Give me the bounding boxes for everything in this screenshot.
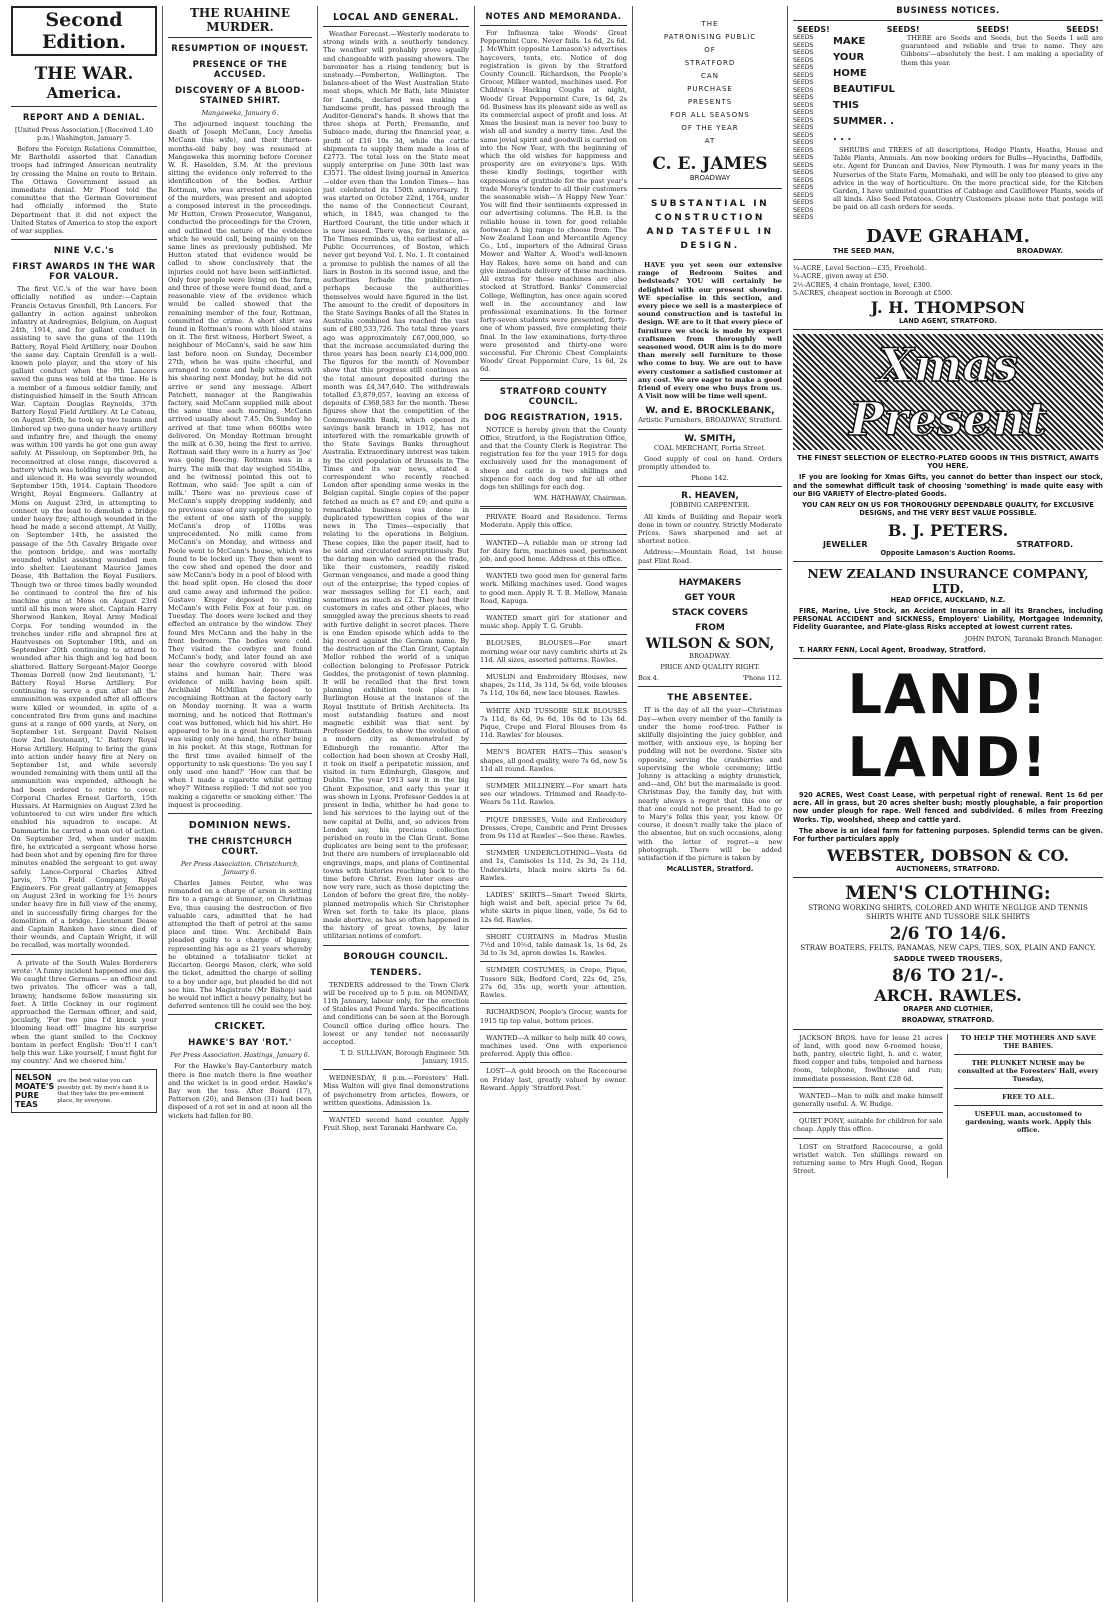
thompson-name: J. H. THOMPSON <box>870 297 1026 317</box>
borough-tenders-heading: TENDERS. <box>370 967 422 978</box>
classified-ad: WANTED—A reliable man or strong lad for dairy farm, machines used, permanent job, and good home. Address at this office. <box>480 538 627 563</box>
seeds-word: SEEDS <box>793 206 814 214</box>
ad-divider <box>480 961 627 962</box>
nelson-ad-title: NELSON MOATE'S PURE TEAS <box>15 1073 55 1110</box>
seeds-heading: SEEDS! <box>1066 25 1099 34</box>
murder-body: The adjourned inquest touching the death of Joseph McCann, Lucy Amelia McCann (his wife), and their thirteen-months-old baby boy was resumed at Mangaweka this morning before Coroner W. R. Haselden, S.M. At the previous sitting the evidence only referred to the identification of the bodies. Arthur Rottman, who was arrested on suspicion of the murders, was present and adopted a composed interest in the proceedings. Mr Hutton, Crown Prosecutor, Wanganui, conducted the proceedings for the Crown, and outlined the nature of the evidence which he would call, being mainly on the same lines as previously published. Mr Hutton stated that evidence would be called to show conclusively that the injuries could not have been self-inflicted. Only four people were living on the farm, and three of these were found dead, and a reasonable view of the evidence which would be called showed that the remaining member of the four, Rottman, committed the crime. A short shirt was found in Rottman's room with blood stains on it. The first witness, Herbert Sweet, a neighbour of McCann's, said he saw him last before noon on Sunday, December 27th, when he was quite cheerful, and arranged to come and help witness with his shearing next Monday, but he did not arrive or send any message. Albert Patchett, manager at the Rangiwahia factory, said McCann supplied milk about the same time each morning. McCann arrived usually about 7.45. On Sunday he arrived at that time when 660lbs were delivered. On Monday Rottman brought the milk at 6.30, being the first to arrive. Rottman said they were in a hurry as 'Joe' was going fleecing. Rottman was in a hurry. The milk that day weighed 554lbs, and he (witness) pointed this out to Rottman, who said: 'Joe spilt a can of milk.' There was no previous case of McCann's supply dropping suddenly, and no previous case of any supply dropping to the extent of one sixth of the supply. McCann's drop of 110lbs was unprecedented. No milk came from McCann's on Monday, and witness and Poole went to McCann's house, which was found to be locked up. They then went to the cow shed and opened the door and saw McCann's body in a pool of blood with the head split open. He closed the door and came away and informed the police. Gustavo Kreger deposed to visiting McCann's with Felix Fox at four p.m. on Tuesday. The doors were locked and they effected an entrance by the window. They found Mrs McCann and the baby in the front bedroom. The bodies were cold. They visited the cowbyre and found McCann's body, and later found an axe near the cowbyre covered with blood stains and human hair. There was evidence of milk having been spilt. Archibald McMillan deposed to recognising Rottman at the factory early on Monday morning. It was a warm morning, and he noticed that Rottman's coat was buttoned, which hid his shirt. He appeared to be in a great hurry. Rottman was using only one hand, the other being in his pocket. At this stage, Rottman for the first time availed himself of the opportunity to ask questions: 'Do you say I only used one hand?' 'How can that be when I made a cigarette whilst getting whey?' Witness replied: 'I did not see you making a cigarette or smoking either.' The inquest is proceeding. <box>168 120 312 809</box>
land-section-line: ¼-ACRE, given away at £50. <box>793 272 889 281</box>
webster-dobson-name: WEBSTER, DOBSON & CO. <box>826 846 1070 866</box>
absentee-heading: THE ABSENTEE. <box>667 693 753 704</box>
wilson-son-contact <box>638 674 782 682</box>
seeds-word: SEEDS <box>793 184 814 191</box>
edition-banner: Second Edition. <box>11 6 157 56</box>
seeds-word: SEEDS <box>793 214 814 221</box>
absentee-signature: McALLISTER, Stratford. <box>666 865 754 874</box>
report-source: [United Press Association.] (Received 1.40 p.m.) Washington, January 5. <box>14 126 154 142</box>
land-banner: LAND! LAND! <box>847 662 1049 789</box>
seeds-word: SEEDS <box>793 79 814 86</box>
peters-town: STRATFORD. <box>1016 539 1073 549</box>
seeds-ad <box>793 34 1103 222</box>
fenn-agent: T. HARRY FENN, Local Agent, Broadway, Stratford. <box>799 645 986 654</box>
classified-ad: SHORT CURTAINS in Madras Muslin 7½d and 10½d, table damask 1s, 1s 6d, 2s 3d to 3s 3d, apron dowlas 1s. Rawles. <box>480 932 627 958</box>
peters-name: B. J. PETERS. <box>887 520 1009 540</box>
nelson-moate-ad <box>11 1069 157 1113</box>
seeds-word: SEEDS <box>793 191 814 199</box>
seeds-word: SEEDS <box>793 94 814 101</box>
dave-graham-street: BROADWAY. <box>1016 246 1063 255</box>
ad-divider <box>793 1087 943 1088</box>
seeds-word: SEEDS <box>793 71 814 79</box>
wanted-counter-ad: WANTED second hand counter. Apply Fruit Shop, next Taranaki Hardware Co. <box>323 1115 469 1133</box>
rawles-name: ARCH. RAWLES. <box>874 986 1022 1006</box>
column-local-general <box>318 6 475 1602</box>
classified-ad: LOST—A gold brooch on the Racecourse on Friday last, greatly valued by owner. Reward. Apply 'Stratford Post.' <box>480 1067 627 1092</box>
small-ads-grid <box>793 1034 1103 1179</box>
classified-ad: WANTED smart girl for stationer and music shop. Apply T. G. Grubb. <box>480 613 627 631</box>
ad-divider <box>480 634 627 635</box>
classified-ad: RICHARDSON, People's Grocer, wants for 1915 tip top value, bottom prices. <box>480 1008 627 1025</box>
ad-divider <box>480 1029 627 1030</box>
seeds-slogan <box>833 34 895 146</box>
notes-title: NOTES AND MEMORANDA. <box>480 12 627 26</box>
wilson-son-tagline: PRICE AND QUALITY RIGHT. <box>660 663 760 672</box>
vc-heading: NINE V.C.'s <box>53 246 115 257</box>
dog-registration-body: NOTICE is hereby given that the County Office, Stratford, is the Registration Office, and that the County Clerk is Registrar. The registration fee for the year 1915 for dogs exclusively used for the management of sheep and cattle is two shillings and sixpence for each dog and for all other dogs ten shillings for each dog. <box>480 425 627 491</box>
classified-ad: MUSLIN and Embroidery Blouses, new shapes, 2s 11d, 3s 11d, 5s 6d, voile blouses 7s 11d, 10s 6d, new lace blouses. Rawles. <box>480 673 627 698</box>
local-general-body: Weather Forecast.—Westerly moderate to strong winds with a southerly tendency. The weather will probably prove squally and changeable with passing showers. The barometer has a rising tendency, but is unsteady.—Pemberton, Wellington. The balance-sheet of the West Australian State meat shops, which Mr Bath, late Minister for Lands, declared was making a handsome profit, has passed through the Auditor-General's hands. It shows that the three shops at Perth, Fremantle, and Subiaco made, during the financial year, a profit of £16 10s 3d, while the cattle shipments to supply them made a loss of £2773. The total loss on the State meat supply enterprise on June 30th last was £3571. The oldest living journal in America —older even than the London Times— has just celebrated its 150th anniversary. It was started on October 22nd, 1764, under the name of the Connecticut Courant, which, in 1845, was changed to the Hartford Courant, the title under which it is now issued. There was, for instance, as The Times reminds us, the earliest of all—Public Occurrences, of Boston, which never got beyond Vol. I. No. 1. It contained a promise to publish the names of all the liars in Boston in its second issue, and the authorities forbade the publication—perhaps because the authorities themselves would have figured in the list. The amount to the credit of depositors in the State Savings Banks of all the States in Australia combined has reached the vast sum of £80,533,726. The total three years ago was approximately £67,000,000, so that the increase accumulated during the three years has been nearly £14,000,000. The figures for the month of November show that this progress still continues as the total amount deposited during the month was £4,347,640. The withdrawals totalled £3,879,057, leaving an excess of deposits of £368,583 for the month. These figures show that the competition of the Commonwealth Bank, which opened its savings bank branch in 1912, has not interfered with the remarkable growth of the State Savings Banks throughout Australia. Extraordinary interest was taken by the civil population of Brussels in The Times and its war news, stated a correspondent who recently reached London after spending some weeks in the Belgian capital. Single copies of the paper fetched as much as £7 and £9; and quite a remarkable business was done in duplicated typewritten copies of the war news in The Times—especially that relating to the operations in Belgium. These copies, like the paper itself, had to be sold and circulated surreptitiously. But the daring men who carried on the trade, like their customers, readily risked German vengeance, and made a good thing out of the enterprise; the typed copies of war messages selling for £1 each, and sometimes as much as £2. They had their customers in cafes and other places, who smuggled away the precious sheets to read with furtive delight in secret places. There is one Emden episode which adds to the big record against the German name. By the destruction of the Clan Grant, Captain Mellor robbed the world of a unique collection belonging to Professor Patrick Geddes, the protagonist of town planning. It will be recalled that the first town planning exhibition took place in Burlington House at the instance of the Royal Institute of British Architects. Its most outstanding feature and most magnetic exhibit was that sent by Professor Geddes, to show the evolution of a modern city as demonstrated by Edinburgh the romantic. After the collection had been shown at Crosby Hall, it took on itself a peripatetic mission, and visited in turn Edinburgh, Glasgow, and Dublin. The year 1913 saw it in the big Ghent Exposition, and early this year it was shown in Lyons. Professor Geddes is at present in India, whither he had gone to lend his services to the laying out of the new capital at Delhi, and, so advices from London say, his precious collection perished en route in the Clan Grant. Some duplicates are being sent to the professor, but there are numbers of irreplaceable old engravings, maps, and plans of Continental towns with histories reaching back to the time before Christ. Even later ones are now very rare, such as those depicting the London of before the great fire, the nobly-planned metropolis which Sir Christopher Wren set forth to take its place, plans made abortive, as has so often happened in the history of great towns, by later utilitarian notions of comfort. <box>323 30 469 941</box>
small-ads-right <box>954 1034 1104 1179</box>
brocklebank-sub: Artistic Furnishers, BROADWAY, Stratford. <box>638 416 782 425</box>
haymakers-line: GET YOUR <box>684 592 736 603</box>
seeds-word: SEEDS <box>793 116 814 124</box>
small-ad-right: USEFUL man, accustomed to gardening, wants work. Apply this office. <box>965 1109 1092 1135</box>
ad-divider <box>480 886 627 887</box>
ad-divider <box>954 1105 1104 1106</box>
land-note: The above is an ideal farm for fattening purposes. Splendid terms can be given. For further particulars apply <box>793 826 1103 843</box>
brocklebank-slogan: SUBSTANTIAL IN CONSTRUCTION AND TASTEFUL IN DESIGN. <box>646 199 774 251</box>
ad-divider <box>480 534 627 535</box>
classified-ad: SUMMER UNDERCLOTHING—Vests 6d and 1s, Camisoles 1s 11d, 2s 3d, 2s 11d, Underskirts, black moire skirts 5s 6d. Rawles. <box>480 849 627 882</box>
classified-ad: BLOUSES, BLOUSES—For smart morning wear our navy cambric shirts at 2s 11d. All sizes, assorted patterns. Rawles. <box>480 639 627 664</box>
smith-phone: Phone 142. <box>691 474 729 483</box>
borough-signature: T. D. SULLIVAN, Borough Engineer. 5th January, 1915. <box>340 1049 469 1066</box>
small-ad-left: WANTED—Man to milk and make himself generally useful. A. W. Budge. <box>793 1091 943 1108</box>
classified-ad: PIQUE DRESSES, Voile and Embroidery Dresses, Crepe, Cambric and Print Dresses from 9s 11d at Rawles'—See these. Rawles. <box>480 815 627 841</box>
seeds-ad-content <box>829 34 1103 222</box>
mens-price-1: 2/6 TO 14/6. <box>889 923 1007 944</box>
county-signature: WM. HATHAWAY, Chairman. <box>533 494 627 503</box>
column-business-notices <box>788 6 1108 1602</box>
james-name: C. E. JAMES <box>652 154 768 174</box>
mens-shirts: STRONG WORKING SHIRTS, COLORED AND WHITE NEGLIGE AND TENNIS SHIRTS WHITE AND TUSSORE SILK SHIRTS <box>808 904 1088 921</box>
court-source: Per Press Association. Christchurch, January 6. <box>180 860 300 877</box>
classified-ad: LADIES' SKIRTS—Smart Tweed Skirts, high waist and belt, special price 7s 6d, white skirts in pique linen, voile, 5s 6d to 12s 6d. Rawles. <box>480 891 627 924</box>
column-war-news <box>6 6 163 1602</box>
seeds-right-text: THERE are Seeds and Seeds, but the Seeds I sell are guaranteed and reliable and true to name. They are Gibbons'—absolutely the best. I am making a speciality of them this year. <box>900 34 1103 67</box>
nz-insurance-office: HEAD OFFICE, AUCKLAND, N.Z. <box>890 595 1006 604</box>
mens-clothing-heading: MEN'S CLOTHING: <box>845 882 1051 905</box>
seeds-word: SEEDS <box>793 176 814 184</box>
ad-divider <box>480 609 627 610</box>
ad-divider <box>480 702 627 703</box>
ad-divider <box>480 811 627 812</box>
wilson-son-name: WILSON & SON, <box>645 635 775 652</box>
james-ad-line: CAN <box>701 72 719 80</box>
small-ad-left: JACKSON BROS. have for lease 21 acres of land, with good new 6-roomed house, bath, pantry, electric light, h. and c. water, fixed copper and tubs, tenpoled and harness room, telephone, fowlhouse and run; immediate possession. Rent £28 6d. <box>793 1033 943 1083</box>
small-ad-right: THE PLUNKET NURSE may be consulted at the Foresters' Hall, every Tuesday, <box>957 1058 1099 1084</box>
private-anecdote: A private of the South Wales Borderers wrote: 'A funny incident happened one day. We caught three Germans — an officer and two privates. The officer was a tall, brawny, handsome fellow measuring six feet. A little Cockney in our regiment approached the German officer, and said, jocularly, 'For two pins I'd knock your blooming head off!' Imagine his surprise when the giant smiled to the Cockney bantam in perfect English: 'Don't! I can't help this war. Like yourself, I must fight for my country.' And we cheered him.' <box>11 958 157 1066</box>
seeds-top-row <box>833 34 1103 146</box>
james-ad-line: OF <box>704 46 716 54</box>
peters-job: JEWELLER <box>823 539 868 549</box>
column-notes-memoranda <box>475 6 633 1602</box>
war-title: THE WAR. <box>34 64 134 84</box>
haymakers-line: STACK COVERS <box>671 607 749 618</box>
notes-body: For Influenza take Woods' Great Peppermint Cure. Never fails. 1s 6d, 2s 6d. J. McWhitt (opposite Lamason's) advertises haycovers, tents, etc. Notice of dog registration is given by the Stratford County Council. Richardson, the People's Grocer, Milker wanted, machines used. For Children's Hacking Coughs at night, Woods' Great Peppermint Cure, 1s 6d, 2s 6d. Business has its pleasant side as well as its commercial aspect of profit and loss. At Xmas the busiest man is never too busy to wish all and sundry a merry time. And the same jovial spirit and goodwill is carried on into the New Year, with the beginning of which the old wishes for happiness and prosperity are on everyone's lips. With these kindly feelings, together with expressions of gratitude for the past year's trade Morey's tender to all their customers the seasonable wish—'A Happy New Year.' You will find their sentiments expressed in our advertising columns. The H.B. is the reliable house in town for good reliable footwear. A big range to choose from. The New Zealand Loan and Mercantile Agency Co., Ltd., importers of the Admiral Grass Mower and Walter A. Wood's well-known Hay Rakes, have some on hand and can give immediate delivery of these machines. All extras for these machines are also stocked at Stratford. Banks' Commercial College, Wellington, has once again scored well in the accountancy and law professional examinations. In the former forty-seven students were presented, forty-one of whom passed, five completing their final. In the law examinations, forty-three were presented and thirty-one were successful. For Chronic Chest Complaints Woods' Great Peppermint Cure, 1s 6d, 2s 6d. <box>480 29 627 374</box>
seeds-word: SEEDS <box>793 49 814 56</box>
james-ad-line: OF THE YEAR <box>681 124 739 132</box>
smith-sub: COAL MERCHANT, Portia Street. <box>653 443 767 452</box>
ad-divider <box>480 844 627 845</box>
seeds-slogan-line: SUMMER. . . . . <box>833 116 895 143</box>
county-council-heading: STRATFORD COUNTY COUNCIL. <box>499 386 608 407</box>
murder-subheading-1: RESUMPTION OF INQUEST. <box>171 44 309 54</box>
war-subtitle: America. <box>46 84 122 102</box>
james-ad-line: FOR ALL SEASONS <box>670 111 750 119</box>
murder-subheading-3: DISCOVERY OF A BLOOD-STAINED SHIRT. <box>175 86 305 106</box>
absentee-body: IT is the day of all the year—Christmas Day—when every member of the family is under the home roof-tree. Father is skilfully disjointing the juicy gobbler, and mother, with anxious eye, is hoping her pudding will not be overdone. Sister sits opposite, serving the cranberries and supervising the whole ceremony; little Johnny is attacking a mighty drumstick, and—and, Oh! but the marmalade is good. Christmas Day, the family day, but with nearly always a regret that this one or that one could not be present. Had to go to Mary's folks this year, you know. Of course, it doesn't really take the place of the absentee, but on such occasions, along with the letter of regret—a new photograph. There will be added satisfaction if the picture is taken by <box>638 706 782 862</box>
land-section-line: ¼-ACRE, Level Section—£35, Freehold. <box>793 263 927 272</box>
report-heading: REPORT AND A DENIAL. <box>22 113 146 123</box>
nz-insurance-body: FIRE, Marine, Live Stock, an Accident Insurance in all its Branches, including PERSONAL ACCIDENT and SICKNESS, Employers' Liability, Mortgagee Indemnity, Fidelity Guarantee, and Plate-glass Risks accepted at lowest current rates. <box>793 606 1103 632</box>
court-heading: THE CHRISTCHURCH COURT. <box>187 837 293 858</box>
rawles-street: BROADWAY, STRATFORD. <box>901 1016 995 1025</box>
seeds-word: SEEDS <box>793 109 814 116</box>
business-notices-heading: BUSINESS NOTICES. <box>896 6 1000 16</box>
ad-divider <box>480 1062 627 1063</box>
seeds-word: SEEDS <box>793 41 814 49</box>
peters-headline: THE FINEST SELECTION OF ELECTRO-PLATED GOODS IN THIS DISTRICT, AWAITS YOU HERE. <box>797 454 1099 471</box>
seeds-word-list <box>793 34 829 222</box>
small-ad-right: TO HELP THE MOTHERS AND SAVE THE BABIES. <box>960 1033 1096 1050</box>
dave-graham-title: THE SEED MAN, <box>833 246 895 255</box>
seeds-word: SEEDS <box>793 56 814 64</box>
column-ruahine-murder <box>163 6 318 1602</box>
seeds-body: SHRUBS and TREES of all descriptions, Hedge Plants, Heaths, House and Table Plants, Annuals. Am now booking orders for Bulbs—Hyacinths, Daffodils, etc. Agent for Duncan and Davies, New Plymouth. I was for many years in the Nurseries of the State Farm, Momahaki, and will be only too pleased to give any advice in the way of horticulture. On the more practical side, for the Kitchen Garden, I have unlimited quantities of Cabbage and Cauliflower Plants, seeds of all kinds. Also Seed Potatoes. Country Customers please note that postage will be paid on all cash orders for seeds. <box>833 146 1103 212</box>
brocklebank-body: HAVE you yet seen our extensive range of Bedroom Suites and bedsteads? YOU will certainly be delighted with our present showing. WE specialise in this section, and every piece we sell is a masterpiece of sound construction and is tasteful in design. WE are to it that every piece of furniture we stock is made by expert craftsmen from thoroughly well seasoned wood. OUR aim is to do more than merely sell furniture to those who come to buy. We are out to have every customer a satisfied customer at any cost. We are eager to make a good friend of every one who buys from us. A Visit now will be time well spent. <box>638 261 782 401</box>
xmas-present-banner: Xmas Present <box>793 334 1103 450</box>
cricket-body: For the Hawke's Bay-Canterbury match there is fine match there is fine weather and the wicket is in good order. Hawke's Bay won the toss. After Board (17), Patterson (20), and Benson (31) had been disposed of a rot set in and at noon all the wickets had fallen for 80. <box>168 1062 312 1120</box>
ad-divider <box>954 1088 1104 1089</box>
james-ad-line: PURCHASE <box>687 85 733 93</box>
land-section-line: 2½-ACRES, 4 chain frontage, level, £300. <box>793 280 933 289</box>
webster-dobson-sub: AUCTIONEERS, STRATFORD. <box>896 865 1000 874</box>
murder-title: THE RUAHINE MURDER. <box>168 6 312 38</box>
borough-council-heading: BOROUGH COUNCIL. <box>343 951 449 962</box>
wednesday-ad: WEDNESDAY, 8 p.m.—Foresters' Hall. Miss Walton will give final demonstrations of psychometry from articles, flowers, or written questions. Admission 1s. <box>323 1074 469 1107</box>
peters-opposite: Opposite Lamason's Auction Rooms. <box>880 548 1016 557</box>
court-body: Charles James Feuter, who was remanded on a charge of arson in setting fire to a garage at Sumner, on Christmas Eve, thus causing the destruction of five valuable cars, admitted that he had attempted the theft of petrol at the same place and time. Wm. Archibald Bain pleaded guilty to a charge of bigamy, representing his age as 21 years whereby he obtained a totalisator ticket at Riccarton. George Mason, clerk, who sold the ticket, admitted the charge of selling to a boy under age, but pleaded he did not see him. The Magistrate (Mr Bishop) said he would not inflict a heavy penalty, but he deferred sentence till he could see the boy. <box>168 879 312 1011</box>
thompson-sub: LAND AGENT, STRATFORD. <box>898 316 998 325</box>
seeds-word: SEEDS <box>793 101 814 109</box>
brocklebank-name: W. and E. BROCKLEBANK, <box>645 406 775 417</box>
ad-divider <box>480 567 627 568</box>
ad-divider <box>954 1054 1104 1055</box>
james-ad-line: THE <box>701 20 719 28</box>
heaven-address: Address:—Mountain Road, 1st house past Flint Road. <box>638 548 782 565</box>
murder-dateline: Mangaweka, January 6. <box>201 109 279 117</box>
murder-subheading-2: PRESENCE OF THE ACCUSED. <box>192 60 288 80</box>
classified-ad: SUMMER MILLINERY.—For smart hats see our windows. Trimmed and Ready-to-Wears 5s 11d. Rawles. <box>480 782 627 807</box>
haymakers-lines <box>638 576 782 636</box>
dog-registration-heading: DOG REGISTRATION, 1915. <box>484 412 623 423</box>
seeds-heading: SEEDS! <box>976 25 1010 34</box>
small-ad-left: QUIET PONY, suitable for children for sale cheap. Apply this office. <box>793 1117 943 1134</box>
mens-hats: STRAW BOATERS, FELTS, PANAMAS, NEW CAPS, TIES, SOX, PLAIN AND FANCY. <box>800 943 1096 952</box>
seeds-word: SEEDS <box>793 154 814 161</box>
peters-rely: YOU CAN RELY ON US FOR THOROUGHLY DEPENDABLE QUALITY, for EXCLUSIVE DESIGNS, and THE VERY BEST VALUE POSSIBLE. <box>802 501 1094 518</box>
smith-name: W. SMITH, <box>684 433 736 444</box>
peters-body: IF you are looking for Xmas Gifts, you cannot do better than inspect our stock, and the somewhat difficult task of choosing 'something' is made quite easy with our BIG VARIETY of Electro-plated Goods. <box>793 473 1103 498</box>
land-body: 920 ACRES, West Coast Lease, with perpetual right of renewal. Rent 1s 6d per acre. All in grass, but 20 acres shelter bush; mostly ploughable, a fair proportion now under plough for rape. Well fenced and subdivided. 6 miles from Freezing Works. Tip, woolshed, sheep and cattle yard. <box>793 790 1103 824</box>
seeds-word: SEEDS <box>793 139 814 146</box>
seeds-slogan-line: BEAUTIFUL THIS <box>833 84 895 111</box>
small-ads-left <box>793 1034 948 1179</box>
ad-divider <box>480 1003 627 1004</box>
james-ad-lines <box>638 18 782 148</box>
ad-divider <box>480 928 627 929</box>
seeds-word: SEEDS <box>793 34 814 41</box>
wilson-son-box: Box 4. <box>638 674 659 683</box>
james-street: BROADWAY <box>689 174 731 182</box>
haymakers-line: FROM <box>695 622 725 633</box>
heaven-body: All kinds of Building and Repair work done in town or country. Strictly Moderate Prices. Saws sharpened and set at shortest notice. <box>638 512 782 546</box>
haymakers-line: HAYMAKERS <box>678 577 742 588</box>
borough-tenders-body: TENDERS addressed to the Town Clerk will be received up to 5 p.m. on MONDAY, 11th January, labour only, for the erection of Stables and Pound Yards. Specifications and conditions can be seen at the Borough Council office during office hours. The lowest or any tender not necessarily accepted. <box>323 980 469 1046</box>
wilson-son-street: BROADWAY. <box>689 651 731 660</box>
james-ad-line: PATRONISING PUBLIC <box>663 33 757 41</box>
ad-divider <box>480 777 627 778</box>
classified-ad: PRIVATE Board and Residence. Terms Moderate. Apply this office. <box>480 513 627 530</box>
classified-ads-list <box>480 513 627 1092</box>
seeds-word: SEEDS <box>793 146 814 154</box>
ad-divider <box>480 743 627 744</box>
ad-divider <box>480 668 627 669</box>
rawles-sub: DRAPER AND CLOTHIER, <box>903 1005 993 1014</box>
seeds-word: SEEDS <box>793 161 814 169</box>
smith-body: Good supply of coal on hand. Orders promptly attended to. <box>638 454 782 472</box>
land-section-line: 5-ACRES, cheapest section in Borough at £500. <box>793 289 953 298</box>
land-sections-list <box>793 264 1103 298</box>
dave-graham-sub <box>793 247 1103 255</box>
local-general-title: LOCAL AND GENERAL. <box>323 12 469 27</box>
seeds-slogan-line: MAKE YOUR HOME <box>833 36 867 79</box>
cricket-heading: CRICKET. <box>214 1021 266 1033</box>
classified-ad: WANTED—A milker to help milk 40 cows, machines used. One with experience preferred. Apply this office. <box>480 1033 627 1059</box>
classified-ad: MEN'S BOATER HATS—This season's shapes, all good quality, were 7s 6d, now 5s 11d all round. Rawles. <box>480 748 627 773</box>
small-ad-right: FREE TO ALL. <box>1002 1092 1055 1101</box>
classified-ad: WHITE AND TUSSORE SILK BLOUSES 7s 11d, 8s 6d, 9s 6d, 10s 6d to 13s 6d. Pique, Crepe and Floral Blouses from 4s 11d. Rawles' for blouses. <box>480 706 627 740</box>
cricket-source: Per Press Association. Hastings, January 6. <box>170 1051 310 1060</box>
nz-insurance-signature: JOHN PATON, Taranaki Branch Manager. <box>964 634 1103 643</box>
ad-divider <box>793 1138 943 1139</box>
classified-ad: SUMMER COSTUMES, in Crepe, Pique, Tussore Silk, Bedford Cord, 22s 6d, 25s, 27s 6d, 35s up, worth your attention. Rawles. <box>480 966 627 1000</box>
dominion-news-heading: DOMINION NEWS. <box>188 820 292 832</box>
nelson-ad-text: are the best value you can possibly get. By men's hand it is that they take the pre-eminent place, by everyone. <box>57 1078 149 1104</box>
seeds-heading: SEEDS! <box>886 25 920 34</box>
small-ad-left: LOST on Stratford Racecourse, a gold wristlet watch. Ten shillings reward on returning same to Mrs Hugh Good, Regan Street. <box>793 1142 943 1176</box>
seeds-word: SEEDS <box>793 64 814 71</box>
report-body: Before the Foreign Relations Committee, Mr Bartholdi asserted that Canadian troops had infringed American neutrality by crossing the Maine en route to Britain. The Ottawa Government issued an immediate denial. Mr Flood told the committee that the German Government had officially informed the State Department that it did not expect the United States of America to stop the export of war supplies. <box>11 145 157 236</box>
seeds-word: SEEDS <box>793 131 814 139</box>
wilson-son-phone: 'Phone 112. <box>742 674 782 683</box>
vc-subheading: FIRST AWARDS IN THE WAR FOR VALOUR. <box>12 262 156 283</box>
seeds-word: SEEDS <box>793 86 814 94</box>
seeds-word: SEEDS <box>793 169 814 176</box>
vc-body: The first V.C.'s of the war have been officially notified as under:—Captain Francis Octavus Grenfell, 9th Lancers. For gallantry in action against unbroken infantry at Andregnies, Belgium, on August 24th, 1914, and for gallant conduct in assisting to save the guns of the 119th Battery, Royal Field Artillery, near Doubon the same day. Captain Grenfell is a well-known polo player, and the story of his gallant conduct when the 9th Lancers saved the guns was told at the time. He is a member of a famous soldier family, and distinguished himself in the South African War. Captain Douglas Reynolds, 37th Battery Royal Field Artillery. At Le Cateau, on August 26th, he took up two teams and limbered up two guns under heavy artillery and infantry fire, and though the enemy was within 100 yards he got one gun away safely. At Pisseloup, on September 9th, he reconnoitred at close range, discovered a battery which was holding up the advance, and silenced it. He was severely wounded September 15th, 1914. Captain Theodore Wright, Royal Engineers. Gallantry at Mons on August 23rd, in attempting to connect up the lead to demolish a bridge under heavy fire; although wounded in the head he made a second attempt. At Vailly, on September 14th, he assisted the passage of the 5th Cavalry Brigade over the pontoon bridge, and was mortally wounded whilst assisting wounded men into shelter. Lieutenant Maurice James Dease, 4th Battalion the Royal Fusiliers. Though two or three times badly wounded he continued to control the fire of his machine guns at Mons on August 23rd until all his men were shot. Captain Harry Sherwood Ranken, Royal Army Medical Corps. For tending wounded in the trenches under rifle and shrapnel fire at Hautvesnes on September 19th, and on September 20th continuing to attend to wounded after his thigh and leg had been shattered. Battery Sergeant-Major George Thomas Dorrell (now 2nd lieutenant), 'L' Battery Royal Horse Artillery. For continuing to serve a gun after all the ammunition was expended after all officers were killed or wounded, in spite of a concentrated fire from guns and machine guns at a range of 600 yards, at Nery, on September 1st. Sergeant David Nelson (now 2nd lieutenant), 'L' Battery Royal Horse Artillery. Helping to bring the guns into action under heavy fire at Nery on September 1st, and while severely wounded remaining with them until all the ammunition was expended, although he had been ordered to retire to cover. Corporal Charles Ernest Garforth, 15th Hussars. At Harmignies on August 23rd he volunteered to cut wire under fire which enabled his squadron to escape. At Dammartin he carried a man out of action. On September 3rd, when under maxim fire, he extricated a sergeant whose horse had been shot and by opening fire for three minutes enabled the sergeant to get away safely. Lance-Corporal Charles Alfred Jarvis, 57th Field Company, Royal Engineers. For great gallantry at Jemappes on August 23rd in working for 1½ hours under heavy fire in full view of the enemy, and in successfully firing charges for the demolition of a bridge. Lieutenant Dease and Captain Ranken have since died of their wounds, and Captain Wright, it will be recalled, was mortally wounded. <box>11 285 157 950</box>
peters-sub <box>793 540 1103 549</box>
heaven-name: R. HEAVEN, <box>681 491 739 502</box>
seeds-word: SEEDS <box>793 199 814 206</box>
seeds-word: SEEDS <box>793 124 814 131</box>
mens-saddle: SADDLE TWEED TROUSERS, <box>893 954 1003 963</box>
column-advertisements <box>633 6 788 1602</box>
seeds-headings <box>793 25 1103 34</box>
james-ad-line: PRESENTS <box>687 98 733 106</box>
mens-price-2: 8/6 TO 21/-. <box>891 966 1004 987</box>
heaven-sub: JOBBING CARPENTER. <box>670 501 750 510</box>
cricket-subheading: HAWKE'S BAY 'ROT.' <box>188 1038 292 1049</box>
nz-insurance-name: NEW ZEALAND INSURANCE COMPANY, LTD. <box>807 565 1089 596</box>
james-ad-line: STRATFORD <box>684 59 736 67</box>
ad-divider <box>793 1112 943 1113</box>
dave-graham-name: DAVE GRAHAM. <box>866 225 1030 247</box>
classified-ad: WANTED two good men for general farm work. Milking machines used. Good wages to good men. Apply R. T. B. Mellow, Manaia Road, Kapuga. <box>480 572 627 605</box>
james-ad-line: AT <box>704 137 716 145</box>
seeds-heading: SEEDS! <box>797 25 830 34</box>
